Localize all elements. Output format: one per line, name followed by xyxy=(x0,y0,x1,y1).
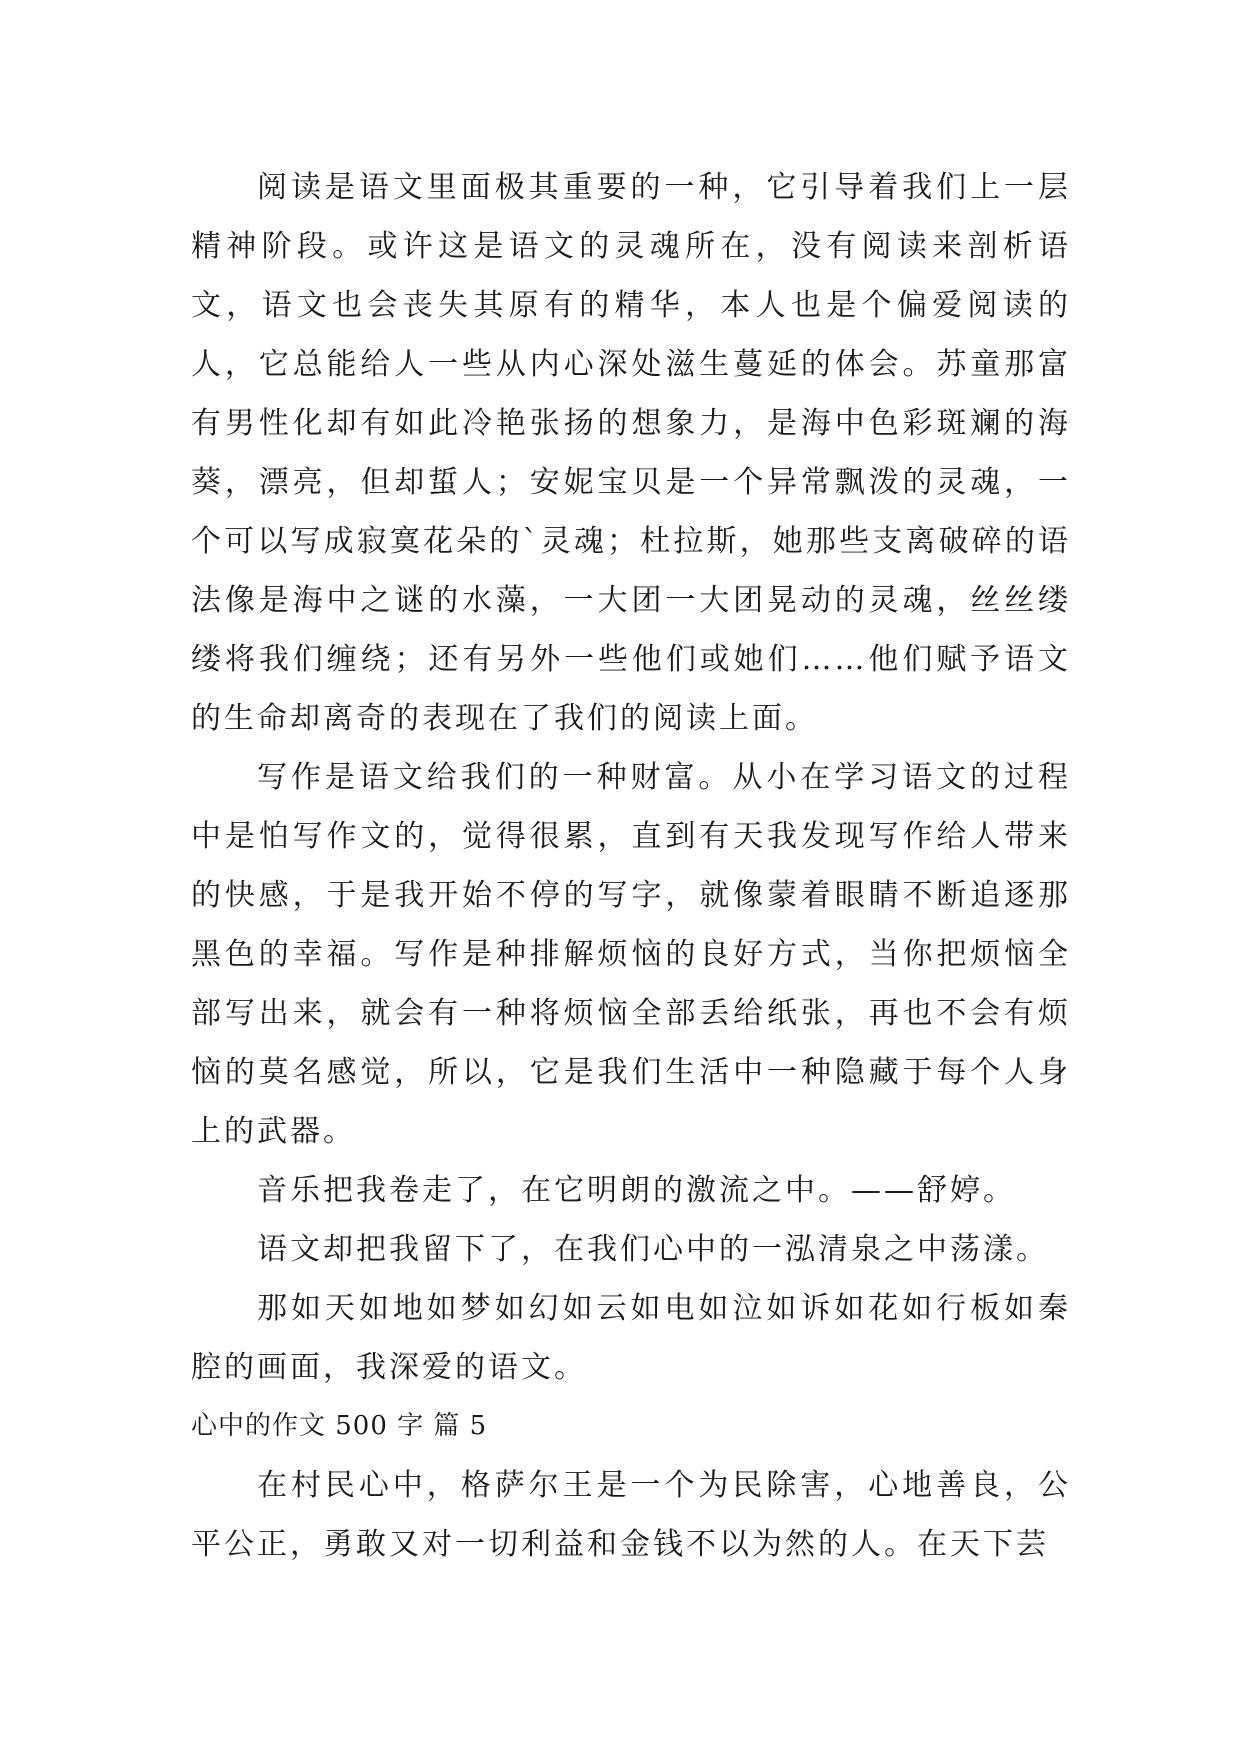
section-heading: 心中的作文 500 字 篇 5 xyxy=(191,1411,488,1441)
document-body xyxy=(191,158,1071,1574)
paragraph-writing: 写作是语文给我们的一种财富。从小在学习语文的过程中是怕写作文的，觉得很累，直到有天我发现写作给人带来的快感，于是我开始不停的写字，就像蒙着眼睛不断追逐那黑色的幸福。写作是种排解烦恼的良好方式，当你把烦恼全部写出来，就会有一种将烦恼全部丢给纸张，再也不会有烦恼的莫名感觉，所以，它是我们生活中一种隐藏于每个人身上的武器。 xyxy=(191,760,1071,1149)
paragraph-gesar: 在村民心中，格萨尔王是一个为民除害，心地善良，公平公正，勇敢又对一切利益和金钱不以为然的人。在天下芸 xyxy=(191,1468,1071,1562)
paragraph-reading: 阅读是语文里面极其重要的一种，它引导着我们上一层精神阶段。或许这是语文的灵魂所在，没有阅读来剖析语文，语文也会丧失其原有的精华，本人也是个偏爱阅读的人，它总能给人一些从内心深处滋生蔓延的体会。苏童那富有男性化却有如此冷艳张扬的想象力，是海中色彩斑斓的海葵，漂亮，但却蜇人；安妮宝贝是一个异常飘泼的灵魂，一个可以写成寂寞花朵的`灵魂；杜拉斯，她那些支离破碎的语法像是海中之谜的水藻，一大团一大团晃动的灵魂，丝丝缕缕将我们缠绕；还有另外一些他们或她们……他们赋予语文的生命却离奇的表现在了我们的阅读上面。 xyxy=(191,170,1071,736)
paragraph-closing: 那如天如地如梦如幻如云如电如泣如诉如花如行板如秦腔的画面，我深爱的语文。 xyxy=(191,1291,1071,1385)
paragraph-chinese-stays: 语文却把我留下了，在我们心中的一泓清泉之中荡漾。 xyxy=(257,1232,1049,1267)
paragraph-music-quote: 音乐把我卷走了，在它明朗的激流之中。——舒婷。 xyxy=(257,1173,1016,1208)
